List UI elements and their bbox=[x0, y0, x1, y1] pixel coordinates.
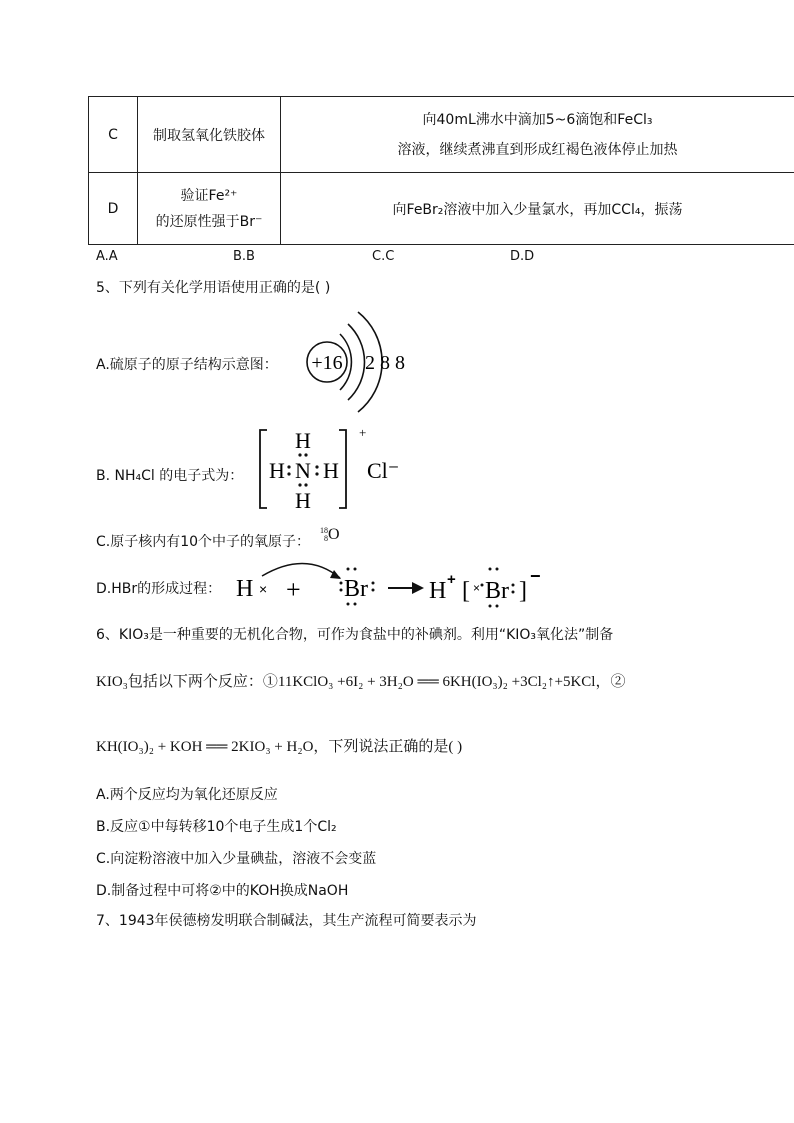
ammonium-chloride-electron-formula bbox=[255, 424, 415, 516]
method-line: 溶液，继续煮沸直到形成红褐色液体停止加热 bbox=[397, 141, 678, 158]
row-method bbox=[281, 97, 794, 173]
choice-c[interactable]: C.C bbox=[372, 249, 395, 264]
reaction-arrowhead bbox=[412, 582, 424, 594]
atom-h-bottom: H bbox=[295, 488, 311, 513]
q6-option-b[interactable]: B.反应①中每转移10个电子生成1个Cl₂ bbox=[96, 819, 337, 835]
q6-option-c[interactable]: C.向淀粉溶液中加入少量碘盐，溶液不会变蓝 bbox=[96, 851, 377, 867]
bracket-open: [ bbox=[462, 578, 470, 604]
row-method bbox=[281, 173, 794, 245]
q7-stem: 7、1943年侯德榜发明联合制碱法，其生产流程可简要表示为 bbox=[96, 913, 477, 929]
choice-d[interactable]: D.D bbox=[510, 249, 535, 264]
sulfur-atom-diagram bbox=[300, 302, 420, 422]
hbr-formation-process bbox=[228, 556, 558, 612]
q5-option-b[interactable]: B. NH₄Cl 的电子式为： bbox=[96, 468, 244, 484]
q6-reaction-2: KH(IO₃)₂ + KOH ══ 2KIO₃ + H₂O，下列说法正确的是( ) bbox=[96, 739, 463, 755]
shell-count: 8 bbox=[395, 352, 405, 374]
plus-sign: + bbox=[286, 575, 301, 604]
bracket-close: ] bbox=[519, 578, 527, 604]
choice-a[interactable]: A.A bbox=[96, 249, 118, 264]
electron-cross: × bbox=[259, 581, 268, 597]
shell-count: 2 bbox=[365, 352, 375, 374]
element-symbol: O bbox=[328, 526, 340, 543]
q6-stem: 6、KIO₃是一种重要的无机化合物，可作为食盐中的补碘剂。利用“KIO₃氧化法”制备 bbox=[96, 627, 614, 643]
atom-h-right: H bbox=[323, 458, 339, 483]
atom-n: N bbox=[295, 458, 311, 483]
cation-charge: + bbox=[359, 425, 367, 440]
purpose-line: 的还原性强于Br⁻ bbox=[155, 213, 263, 230]
product-h-charge: + bbox=[447, 571, 456, 588]
atom-h-left: H bbox=[269, 458, 285, 483]
q5-option-a[interactable]: A.硫原子的原子结构示意图： bbox=[96, 357, 278, 373]
electron-transfer-curve bbox=[262, 563, 340, 578]
q5-stem: 5、下列有关化学用语使用正确的是( ) bbox=[96, 280, 331, 296]
mass-number: 18 bbox=[320, 526, 328, 536]
chloride-ion: Cl⁻ bbox=[367, 458, 400, 483]
q6-reaction-1: KIO₃包括以下两个反应：①11KClO₃ +6I₂ + 3H₂O ══ 6KH(IO₃)₂ +3Cl₂↑+5KCl，② bbox=[96, 674, 626, 690]
q6-option-a[interactable]: A.两个反应均为氧化还原反应 bbox=[96, 787, 278, 803]
row-label: D bbox=[89, 173, 138, 245]
reactant-br: Br bbox=[344, 576, 368, 602]
product-h: H bbox=[429, 578, 447, 604]
row-purpose bbox=[138, 173, 281, 245]
shell-count: 8 bbox=[380, 352, 390, 374]
bracket-right bbox=[339, 430, 346, 508]
choice-b[interactable]: B.B bbox=[233, 249, 255, 264]
reactant-h: H bbox=[236, 576, 254, 602]
purpose-line: 制取氢氧化铁胶体 bbox=[153, 127, 265, 144]
method-line: 向40mL沸水中滴加5~6滴饱和FeCl₃ bbox=[422, 111, 653, 128]
oxygen-isotope bbox=[320, 526, 340, 544]
row-purpose bbox=[138, 97, 281, 173]
product-br-charge: − bbox=[530, 566, 541, 586]
options-table bbox=[88, 96, 794, 245]
product-electron-cross: × bbox=[473, 581, 481, 595]
product-br: Br bbox=[485, 578, 509, 604]
q6-option-d[interactable]: D.制备过程中可将②中的KOH换成NaOH bbox=[96, 883, 349, 899]
q5-option-c[interactable]: C.原子核内有10个中子的氧原子： bbox=[96, 534, 311, 550]
row-label: C bbox=[89, 97, 138, 173]
method-line: 向FeBr₂溶液中加入少量氯水，再加CCl₄，振荡 bbox=[392, 201, 683, 218]
bracket-left bbox=[260, 430, 267, 508]
purpose-line: 验证Fe²⁺ bbox=[180, 187, 238, 204]
atomic-number: 8 bbox=[324, 534, 328, 544]
q5-option-d[interactable]: D.HBr的形成过程： bbox=[96, 581, 222, 597]
table-row bbox=[89, 97, 794, 173]
nucleus-charge: +16 bbox=[311, 352, 343, 374]
atom-h-top: H bbox=[295, 428, 311, 453]
table-row bbox=[89, 173, 794, 245]
electron-shell bbox=[348, 324, 365, 400]
